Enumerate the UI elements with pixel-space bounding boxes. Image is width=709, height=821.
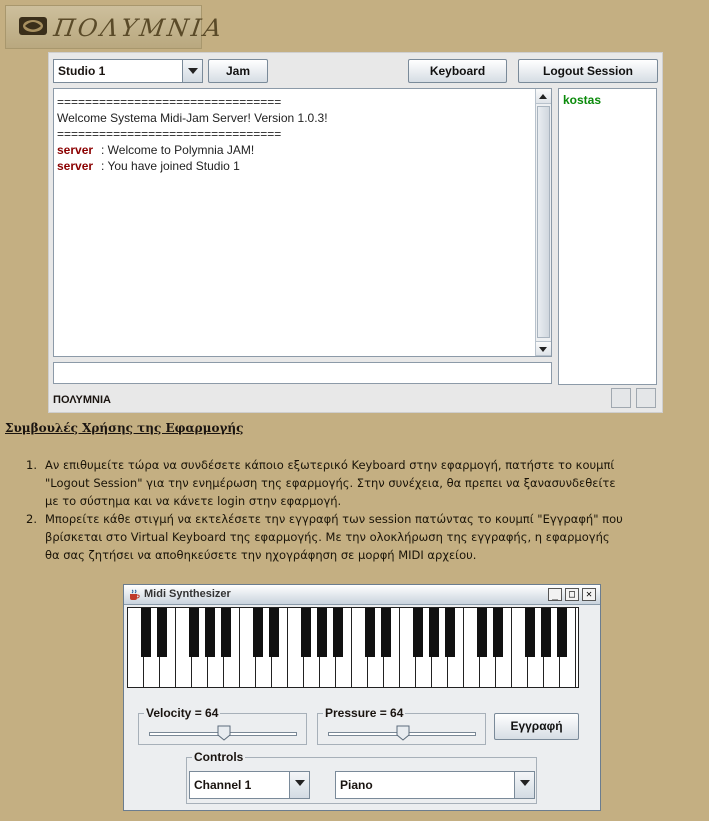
- piano-black-key[interactable]: [477, 608, 487, 657]
- midi-synth-window: [123, 584, 601, 811]
- instrument-select[interactable]: [335, 771, 535, 799]
- window-title: Midi Synthesizer: [144, 588, 231, 600]
- minimize-icon[interactable]: _: [548, 588, 562, 601]
- piano-black-key[interactable]: [253, 608, 263, 657]
- chat-area[interactable]: [53, 88, 552, 357]
- chat-welcome: Welcome Systema Midi-Jam Server! Version 1.0.3!: [57, 111, 328, 125]
- channel-select-value: Channel 1: [194, 778, 252, 792]
- status-label: ΠΟΛΥΜΝΙΑ: [53, 394, 111, 406]
- chevron-down-icon[interactable]: [514, 772, 534, 798]
- piano-black-key[interactable]: [557, 608, 567, 657]
- scroll-up-icon[interactable]: [536, 89, 551, 104]
- tip-line: θα σας ζητήσει να αποθηκεύσετε την ηχογράφηση σε μορφή MIDI αρχείου.: [45, 548, 477, 562]
- piano-black-key[interactable]: [221, 608, 231, 657]
- keyboard-button[interactable]: Keyboard: [408, 59, 507, 83]
- studio-select[interactable]: [53, 59, 203, 83]
- controls-group: [186, 750, 537, 804]
- pressure-slider-thumb[interactable]: [396, 725, 410, 741]
- chat-sender: server: [57, 143, 94, 157]
- jam-applet: [48, 52, 663, 413]
- status-indicator: [611, 388, 631, 408]
- status-indicator: [636, 388, 656, 408]
- piano-black-key[interactable]: [365, 608, 375, 657]
- jam-button[interactable]: Jam: [208, 59, 268, 83]
- piano-black-key[interactable]: [141, 608, 151, 657]
- piano-black-key[interactable]: [269, 608, 279, 657]
- chat-message: [57, 158, 328, 174]
- chat-text: : Welcome to Polymnia JAM!: [101, 143, 255, 157]
- user-list-item[interactable]: kostas: [563, 93, 602, 107]
- instrument-select-value: Piano: [340, 778, 373, 792]
- java-cup-icon: [129, 589, 140, 601]
- maximize-icon[interactable]: □: [565, 588, 579, 601]
- tip-line: βρίσκεται στο Virtual Keyboard της εφαρμογής. Με την ολοκλήρωση της εγγραφής, η εφαρμογής: [45, 530, 610, 544]
- piano-black-key[interactable]: [541, 608, 551, 657]
- tip-line: Αν επιθυμείτε τώρα να συνδέσετε κάποιο εξωτερικό Keyboard στην εφαρμογή, πατήστε το κουμπί: [45, 458, 615, 472]
- logo-text: ΠΟΛΥΜΝΙΑ: [52, 14, 227, 42]
- piano-black-key[interactable]: [445, 608, 455, 657]
- piano-black-key[interactable]: [189, 608, 199, 657]
- chat-separator: ================================: [57, 127, 282, 141]
- pressure-group: [317, 706, 486, 745]
- logout-session-button[interactable]: Logout Session: [518, 59, 658, 83]
- piano-black-key[interactable]: [525, 608, 535, 657]
- piano-black-key[interactable]: [157, 608, 167, 657]
- piano-black-key[interactable]: [317, 608, 327, 657]
- piano-black-key[interactable]: [205, 608, 215, 657]
- studio-select-value: Studio 1: [58, 64, 106, 78]
- record-button[interactable]: Εγγραφή: [494, 713, 579, 740]
- scroll-down-icon[interactable]: [536, 341, 551, 356]
- velocity-slider-thumb[interactable]: [217, 725, 231, 741]
- scroll-thumb[interactable]: [537, 106, 550, 338]
- logo: [5, 5, 227, 49]
- chat-message: [57, 142, 328, 158]
- list-item: [26, 456, 708, 510]
- chevron-down-icon[interactable]: [182, 60, 202, 82]
- close-icon[interactable]: ✕: [582, 588, 596, 601]
- message-input[interactable]: [53, 362, 552, 384]
- tip-line: Μπορείτε κάθε στιγμή να εκτελέσετε την εγγραφή των session πατώντας το κουμπί "Εγγραφή" που: [45, 512, 623, 526]
- tip-line: "Logout Session" για την ενημέρωση της εφαρμογής. Στην συνέχεια, θα πρεπει να ξανασυνδεθείτε: [45, 476, 616, 490]
- window-titlebar[interactable]: [124, 585, 600, 605]
- piano-black-key[interactable]: [413, 608, 423, 657]
- piano-black-key[interactable]: [429, 608, 439, 657]
- pressure-label: Pressure = 64: [325, 706, 404, 720]
- piano-black-key[interactable]: [333, 608, 343, 657]
- piano-keyboard[interactable]: [127, 607, 579, 688]
- chat-text: : You have joined Studio 1: [101, 159, 240, 173]
- logo-emblem-icon: [18, 15, 48, 37]
- tip-line: με το σύστημα και να κάνετε login στην εφαρμογή.: [45, 494, 342, 508]
- list-number: 1.: [26, 458, 37, 472]
- velocity-group: [138, 706, 307, 745]
- list-item: [26, 510, 708, 564]
- velocity-label: Velocity = 64: [146, 706, 219, 720]
- piano-black-key[interactable]: [381, 608, 391, 657]
- tips-list: [26, 456, 708, 564]
- channel-select[interactable]: [189, 771, 310, 799]
- piano-black-key[interactable]: [301, 608, 311, 657]
- chat-sender: server: [57, 159, 94, 173]
- piano-black-key[interactable]: [493, 608, 503, 657]
- chat-scrollbar[interactable]: [535, 89, 551, 356]
- list-number: 2.: [26, 512, 37, 526]
- user-list[interactable]: [558, 88, 657, 385]
- chevron-down-icon[interactable]: [289, 772, 309, 798]
- controls-label: Controls: [194, 750, 244, 764]
- tips-title: Συμβουλές Χρήσης της Εφαρμογής: [5, 421, 244, 435]
- chat-separator: ================================: [57, 95, 282, 109]
